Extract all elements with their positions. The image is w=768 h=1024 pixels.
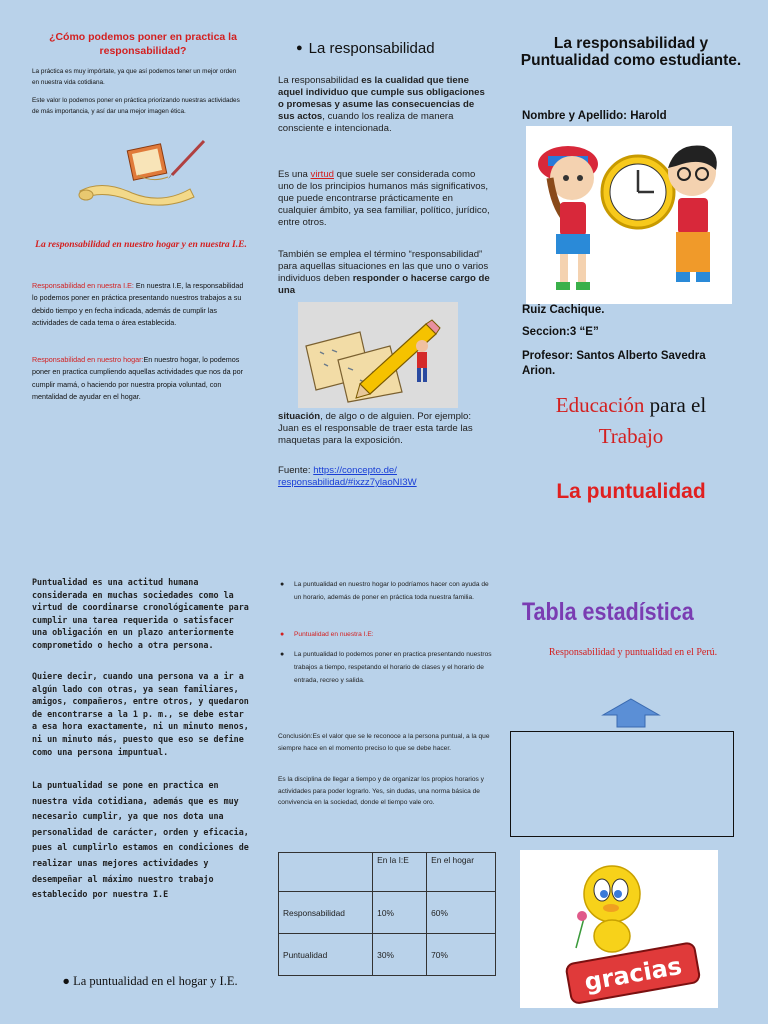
gracias-logo-text: gracias — [582, 951, 684, 997]
teacher-name: Profesor: Santos Alberto Savedra Arion. — [522, 350, 706, 377]
table-cell: Responsabilidad — [279, 892, 373, 934]
puntualidad-footer: ● La puntualidad en el hogar y I.E. — [62, 974, 238, 988]
table-cell: 10% — [373, 892, 427, 934]
stats-heading: Tabla estadística — [522, 598, 694, 626]
table-cell: Puntualidad — [279, 934, 373, 976]
bullet-icon: ● — [280, 581, 285, 588]
table-cell: 30% — [373, 934, 427, 976]
student-name: Nombre y Apellido: Harold — [522, 110, 667, 122]
brochure-title: La responsabilidad y Puntualidad como estudiante. — [520, 35, 742, 69]
course-title: Educación para el Trabajo — [555, 393, 707, 448]
responsabilidad-hogar-paragraph — [32, 354, 246, 404]
responsabilidad-ie-label: Responsabilidad en nuestra I.E: — [32, 281, 134, 290]
definition-paragraph: La responsabilidad es la cualidad que tiene aquel individuo que cumple sus obligaciones o promesas y asume las consecuencias de sus actos, cuando los realiza de manera consciente e intencionada. — [278, 75, 485, 135]
virtud-link[interactable]: virtud — [310, 169, 335, 180]
question-title: ¿Cómo podemos poner en practica la responsabilidad? — [49, 31, 237, 57]
paragraph-valor: Este valor lo podemos poner en práctica priorizando nuestras actividades de más importancia, y así dar una mejor imagen ética. — [32, 97, 240, 115]
responsabilidad-ie-text: En nuestra I.E, la responsabilidad lo podemos poner en práctica presentando nuestros trabajos a su debido tiempo y en fecha indicada, además de cumplir las actividades de cada tema o área establecida. — [32, 281, 244, 328]
list-item: ● La puntualidad en nuestro hogar lo podríamos hacer con ayuda de un horario, además de poner en práctica toda nuestra familia. — [294, 578, 494, 604]
responsabilidad-hogar-label: Responsabilidad en nuestro hogar: — [32, 355, 144, 364]
fuente-link[interactable]: https://concepto.de/ responsabilidad/#ixzz7ylaoNI3W — [278, 465, 417, 489]
table-header-cell — [279, 853, 373, 892]
table-cell: 60% — [427, 892, 496, 934]
kids-clock-image — [526, 126, 732, 304]
conclusion-paragraph-2: Es la disciplina de llegar a tiempo y de organizar los propios horarios y actividades para poder lograrlo. Yes, sin dudas, una norma básica de convivencia en la sociedad, donde el tiempo vale oro. — [278, 776, 484, 806]
chart-subtitle: Responsabilidad y puntualidad en el Perú. — [548, 647, 718, 658]
table-header-cell: En la I:E — [373, 853, 427, 892]
tweety-gracias-image — [520, 850, 718, 1008]
puntualidad-practice: La puntualidad se pone en practica en nuestra vida cotidiana, además que es muy necesario cumplir, ya que nos dota una personalidad de carácter, orden y eficacia, pues al cumplirlo estamos en condiciones de realizar unas mejores actividades y desempeñar al máximo nuestro trabajo establecido por nuestra I.E — [32, 780, 249, 900]
responsabilidad-ie-paragraph — [32, 280, 246, 330]
table-row — [279, 934, 496, 976]
home-school-subtitle: La responsabilidad en nuestro hogar y en nuestra I.E. — [35, 240, 247, 250]
table-row — [279, 892, 496, 934]
table-header-cell: En el hogar — [427, 853, 496, 892]
scroll-writing-image — [72, 131, 212, 207]
pencil-papers-image — [298, 302, 458, 408]
stats-table — [278, 852, 496, 976]
conclusion-paragraph: Conclusión:Es el valor que se le reconoce a la persona puntual, a la que siempre hace en el momento preciso lo que se debe hacer. — [278, 733, 490, 752]
arrow-up-icon — [601, 697, 661, 729]
student-section: Seccion:3 “E” — [522, 326, 599, 338]
termino-paragraph: También se emplea el término “responsabilidad” para aquellas situaciones en las que uno o varios individuos deben responder o hacerse cargo de una — [278, 249, 490, 297]
bullet-icon: ● — [296, 42, 303, 54]
bullet-icon: ● — [62, 974, 74, 988]
chart-placeholder-box — [510, 731, 734, 837]
student-surname: Ruiz Cachique. — [522, 304, 605, 316]
puntualidad-example: Quiere decir, cuando una persona va a ir a algún lado con otras, ya sean familiares, amigos, compañeros, entre otros, y quedaron de encontrarse a la 1 p. m., se debe estar a esa hora exactamente, ni un minuto menos, ni un minuto más, puesto que eso se define como una persona impuntual. — [32, 671, 249, 757]
situacion-paragraph: situación, de algo o de alguien. Por ejemplo: Juan es el responsable de traer esta tarde las maquetas para la exposición. — [278, 411, 473, 447]
puntualidad-definition: Puntualidad es una actitud humana considerada en muchas sociedades como la virtud de coordinarse cronológicamente para cumplir una tarea requerida o satisfacer una obligación en un plazo anteriormente comprometido o hecho a otra persona. — [32, 577, 249, 650]
virtud-paragraph: Es una virtud que suele ser considerada como uno de los principios humanos más significativos, que puede encontrarse prácticamente en cualquier ámbito, ya sea familiar, político, jurídico, entre otros. — [278, 169, 490, 229]
list-item: ● La puntualidad lo podemos poner en practica presentando nuestros trabajos a tiempo, respetando el horario de clases y el horario de entrada, recreo y salida. — [294, 648, 494, 687]
table-header-row — [279, 853, 496, 892]
bullet-icon: ● — [280, 651, 285, 658]
puntualidad-title: La puntualidad — [556, 480, 706, 503]
bullet-icon: ● — [280, 631, 285, 638]
responsabilidad-heading: ● La responsabilidad — [296, 40, 435, 57]
list-item: ● Puntualidad en nuestra I.E: — [294, 628, 494, 641]
fuente-line: Fuente: https://concepto.de/ responsabilidad/#ixzz7ylaoNI3W — [278, 465, 417, 489]
table-cell: 70% — [427, 934, 496, 976]
paragraph-practica: La práctica es muy impórtate, ya que así podemos tener un mejor orden en nuestra vida cotidiana. — [32, 68, 237, 86]
responsabilidad-hogar-text: En nuestro hogar, lo podemos poner en practica cumpliendo aquellas actividades que nos da por cumplir mamá, o haciendo por nuestra propia voluntad, con mentalidad de ayudar en el hogar. — [32, 355, 243, 402]
